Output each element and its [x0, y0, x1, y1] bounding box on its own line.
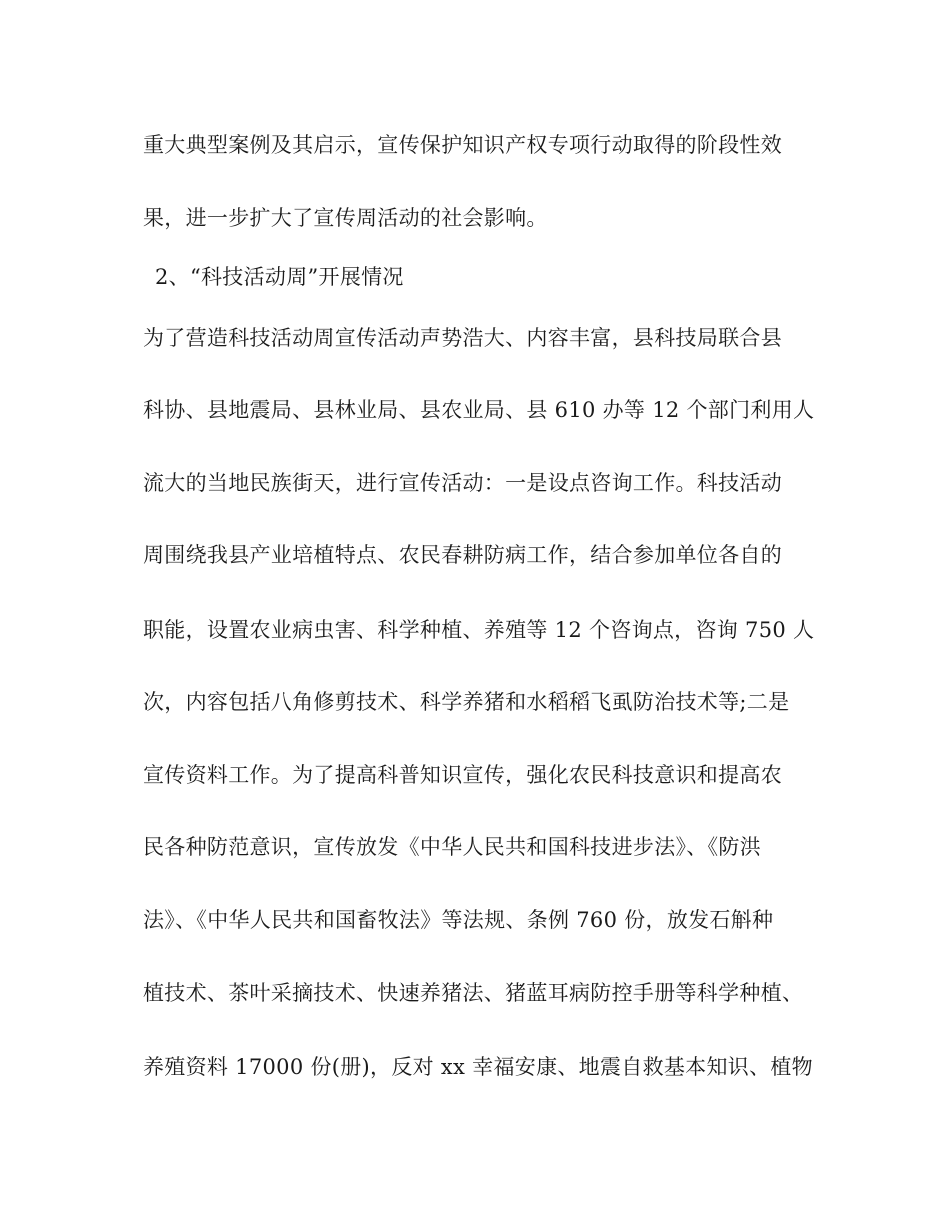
paragraph-line: 流大的当地民族街天，进行宣传活动：一是设点咨询工作。科技活动: [143, 471, 782, 495]
paragraph-line: 植技术、茶叶采摘技术、快速养猪法、猪蓝耳病防控手册等科学种植、: [143, 981, 804, 1005]
paragraph-line: 民各种防范意识，宣传放发《中华人民共和国科技进步法》、《防洪: [143, 835, 761, 859]
paragraph-line: 为了营造科技活动周宣传活动声势浩大、内容丰富，县科技局联合县: [143, 326, 782, 350]
paragraph-line: 重大典型案例及其启示，宣传保护知识产权专项行动取得的阶段性效: [143, 133, 782, 157]
paragraph-line: 科协、县地震局、县林业局、县农业局、县 610 办等 12 个部门利用人: [143, 398, 815, 422]
section-heading: 2、“科技活动周”开展情况: [155, 265, 404, 289]
paragraph-line: 职能，设置农业病虫害、科学种植、养殖等 12 个咨询点，咨询 750 人: [143, 618, 815, 642]
paragraph-line: 法》、《中华人民共和国畜牧法》等法规、条例 760 份，放发石斛种: [143, 908, 774, 932]
paragraph-line: 周围绕我县产业培植特点、农民春耕防病工作，结合参加单位各自的: [143, 543, 782, 567]
paragraph-line: 次，内容包括八角修剪技术、科学养猪和水稻稻飞虱防治技术等;二是: [143, 690, 790, 714]
paragraph-line: 果，进一步扩大了宣传周活动的社会影响。: [143, 206, 548, 230]
paragraph-line: 宣传资料工作。为了提高科普知识宣传，强化农民科技意识和提高农: [143, 763, 782, 787]
paragraph-line: 养殖资料 17000 份(册)，反对 xx 幸福安康、地震自救基本知识、植物: [143, 1055, 813, 1079]
